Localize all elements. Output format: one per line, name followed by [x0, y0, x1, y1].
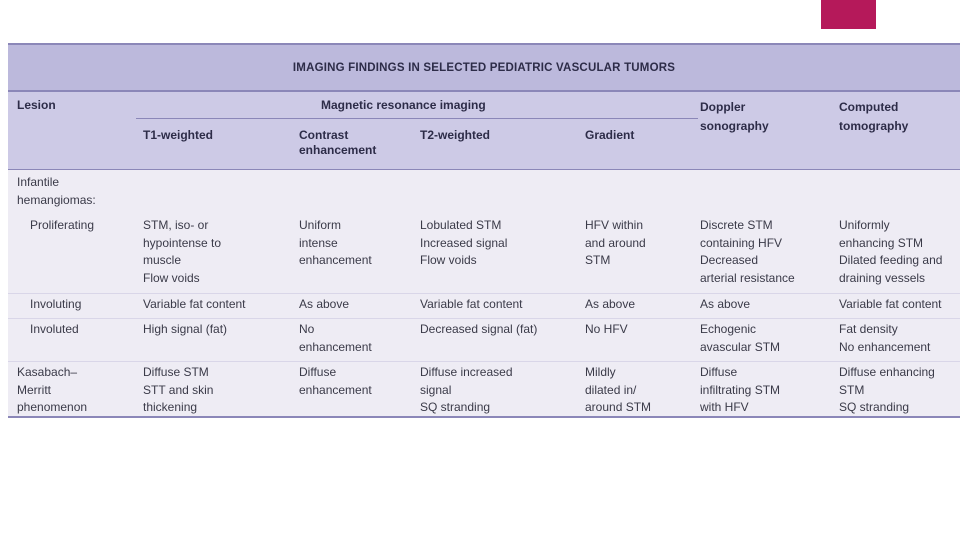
header-lesion: Lesion: [17, 98, 56, 112]
row-proliferating-t1: STM, iso- or hypointense to muscle Flow voids: [143, 218, 222, 285]
row-divider: [8, 293, 960, 294]
row-kasabach-doppler: Diffuse infiltrating STM with HFV: [700, 365, 781, 414]
imaging-findings-table: [8, 43, 960, 418]
row-proliferating-ct: Uniformly enhancing STM Dilated feeding and draining vessels: [839, 218, 943, 285]
row-involuting-t2: Variable fat content: [420, 297, 523, 311]
row-proliferating-doppler: Discrete STM containing HFV Decreased arterial resistance: [700, 218, 795, 285]
header-doppler-sonography: Doppler sonography: [700, 100, 769, 133]
accent-square: [821, 0, 876, 29]
row-involuted-lesion: Involuted: [30, 322, 79, 336]
header-computed-tomography: Computed tomography: [839, 100, 909, 133]
row-involuted-t2: Decreased signal (fat): [420, 322, 538, 336]
header-t1-weighted: T1-weighted: [143, 128, 214, 142]
table-title: IMAGING FINDINGS IN SELECTED PEDIATRIC VASCULAR TUMORS: [8, 45, 960, 92]
row-kasabach-ct: Diffuse enhancing STM SQ stranding: [839, 365, 935, 414]
header-rule: [8, 169, 960, 170]
row-involuting-t1: Variable fat content: [143, 297, 246, 311]
row-involuted-doppler: Echogenic avascular STM: [700, 322, 781, 354]
header-mri-group: Magnetic resonance imaging: [321, 98, 486, 112]
row-kasabach-t1: Diffuse STM STT and skin thickening: [143, 365, 214, 414]
row-involuted-gradient: No HFV: [585, 322, 628, 336]
row-involuting-lesion: Involuting: [30, 297, 82, 311]
header-t2-weighted: T2-weighted: [420, 128, 491, 142]
row-kasabach-gradient: Mildly dilated in/ around STM: [585, 365, 652, 414]
row-kasabach-contrast: Diffuse enhancement: [299, 365, 372, 397]
row-involuted-contrast: No enhancement: [299, 322, 372, 354]
row-involuting-gradient: As above: [585, 297, 636, 311]
row-divider: [8, 318, 960, 319]
row-involuting-contrast: As above: [299, 297, 350, 311]
row-proliferating-lesion: Proliferating: [30, 218, 95, 232]
row-proliferating-gradient: HFV within and around STM: [585, 218, 646, 267]
row-involuted-t1: High signal (fat): [143, 322, 228, 336]
row-kasabach-t2: Diffuse increased signal SQ stranding: [420, 365, 513, 414]
row-proliferating-contrast: Uniform intense enhancement: [299, 218, 372, 267]
header-contrast-enhancement: Contrast enhancement: [299, 128, 377, 157]
row-divider: [8, 361, 960, 362]
row-infantile-lesion: Infantile hemangiomas:: [17, 175, 96, 207]
row-involuting-ct: Variable fat content: [839, 297, 942, 311]
row-kasabach-lesion: Kasabach– Merritt phenomenon: [17, 365, 88, 414]
row-proliferating-t2: Lobulated STM Increased signal Flow voids: [420, 218, 508, 267]
row-involuting-doppler: As above: [700, 297, 751, 311]
header-gradient: Gradient: [585, 128, 635, 142]
mri-group-rule: [136, 118, 698, 119]
row-involuted-ct: Fat density No enhancement: [839, 322, 931, 354]
